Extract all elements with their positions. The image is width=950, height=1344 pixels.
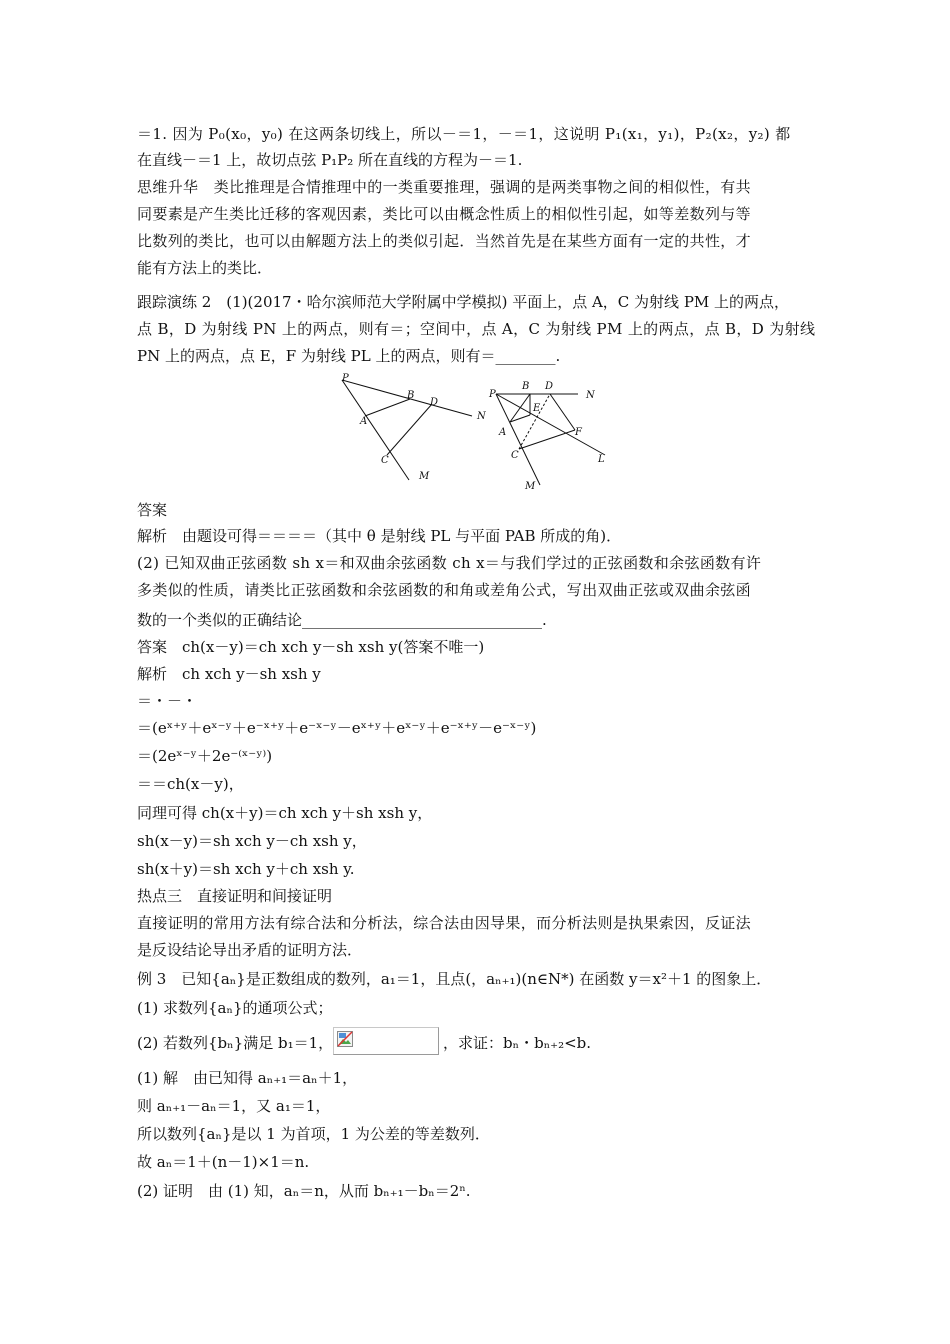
text-line: 解析 由题设可得＝＝＝＝（其中 θ 是射线 PL 与平面 PAB 所成的角)． xyxy=(137,527,622,545)
text-line: 解析 ch xch y－sh xsh y xyxy=(137,665,321,683)
point-label: B xyxy=(407,390,415,401)
text-line: ＝1. 因为 P₀(x₀，y₀) 在这两条切线上，所以－＝1，－＝1，这说明 P₁(x₁，y₁)，P₂(x₂，y₂) 都 xyxy=(137,125,791,143)
point-label: M xyxy=(419,471,430,482)
point-label: P xyxy=(342,373,349,384)
text-line: 故 aₙ＝1＋(n－1)×1＝n. xyxy=(137,1153,310,1171)
text-line: 比数列的类比，也可以由解题方法上的类似引起．当然首先是在某些方面有一定的共性，才 xyxy=(137,232,752,250)
text-line: ，求证：bₙ・bₙ₊₂<b. xyxy=(443,1034,592,1052)
text-line: 例 3 已知{aₙ}是正数组成的数列，a₁＝1，且点(，aₙ₊₁)(n∈N*) 在函数 y＝x²＋1 的图象上． xyxy=(137,970,772,988)
point-label: M xyxy=(525,481,536,492)
text-line: (1) 解 由已知得 aₙ₊₁＝aₙ＋1， xyxy=(137,1069,358,1087)
broken-image-placeholder xyxy=(333,1027,439,1055)
text-line: 是反设结论导出矛盾的证明方法． xyxy=(137,941,363,959)
text-line: sh(x－y)＝sh xch y－ch xsh y， xyxy=(137,832,367,850)
text-line: 直接证明的常用方法有综合法和分析法，综合法由因导果，而分析法则是执果索因，反证法 xyxy=(137,914,752,932)
text-line: 同要素是产生类比迁移的客观因素，类比可以由概念性质上的相似性引起，如等差数列与等 xyxy=(137,205,752,223)
point-label: L xyxy=(598,454,605,465)
text-line: ＝＝ch(x－y)， xyxy=(137,775,244,793)
point-label: F xyxy=(575,427,582,438)
section-heading: 热点三 直接证明和间接证明 xyxy=(137,887,333,905)
text-line: ＝(eˣ⁺ʸ＋eˣ⁻ʸ＋e⁻ˣ⁺ʸ＋e⁻ˣ⁻ʸ－eˣ⁺ʸ＋eˣ⁻ʸ＋e⁻ˣ⁺ʸ－e⁻ˣ⁻ʸ) xyxy=(137,719,537,737)
text-line: 在直线－＝1 上，故切点弦 P₁P₂ 所在直线的方程为－＝1. xyxy=(137,151,523,169)
text-line: 多类似的性质，请类比正弦函数和余弦函数的和角或差角公式，写出双曲正弦或双曲余弦函 xyxy=(137,581,752,599)
text-line: 则 aₙ₊₁－aₙ＝1，又 a₁＝1， xyxy=(137,1097,331,1115)
text-line: 答案 xyxy=(137,501,168,519)
text-line: (1) 求数列{aₙ}的通项公式； xyxy=(137,999,333,1017)
point-label: D xyxy=(430,397,439,408)
point-label: C xyxy=(511,450,519,461)
point-label: E xyxy=(533,403,541,414)
text-line: (2) 证明 由 (1) 知，aₙ＝n，从而 bₙ₊₁－bₙ＝2ⁿ. xyxy=(137,1182,471,1200)
point-label: C xyxy=(381,455,389,466)
point-label: N xyxy=(477,411,486,422)
text-line: 同理可得 ch(x＋y)＝ch xch y＋sh xsh y， xyxy=(137,804,433,822)
point-label: P xyxy=(489,389,496,400)
text-line: ＝(2eˣ⁻ʸ＋2e⁻⁽ˣ⁻ʸ⁾) xyxy=(137,747,273,765)
text-line: 所以数列{aₙ}是以 1 为首项，1 为公差的等差数列． xyxy=(137,1125,490,1143)
point-label: D xyxy=(545,381,554,392)
text-line: ＝・－・ xyxy=(137,692,198,710)
point-label: B xyxy=(522,381,530,392)
point-label: N xyxy=(586,390,595,401)
text-line: (2) 若数列{bₙ}满足 b₁＝1， xyxy=(137,1034,334,1052)
broken-image-icon xyxy=(337,1031,353,1047)
point-label: A xyxy=(360,416,368,427)
text-line: (2) 已知双曲正弦函数 sh x＝和双曲余弦函数 ch x＝与我们学过的正弦函数和余弦函数有许 xyxy=(137,554,762,572)
text-line: 思维升华 类比推理是合情推理中的一类重要推理，强调的是两类事物之间的相似性，有共 xyxy=(137,178,752,196)
text-line: sh(x＋y)＝sh xch y＋ch xsh y. xyxy=(137,860,355,878)
text-line: 点 B，D 为射线 PN 上的两点，则有＝；空间中，点 A，C 为射线 PM 上的两点，点 B，D 为射线 xyxy=(137,320,816,338)
point-label: A xyxy=(499,427,507,438)
text-line: 答案 ch(x－y)＝ch xch y－sh xsh y(答案不唯一) xyxy=(137,638,485,656)
text-line: 能有方法上的类比． xyxy=(137,259,273,277)
text-line: PN 上的两点，点 E，F 为射线 PL 上的两点，则有＝________. xyxy=(137,347,561,365)
text-line: 跟踪演练 2 (1)(2017・哈尔滨师范大学附属中学模拟) 平面上，点 A，C 为射线 PM 上的两点， xyxy=(137,293,790,311)
text-line: 数的一个类似的正确结论________________________________. xyxy=(137,611,547,629)
geometry-figure xyxy=(330,372,630,494)
